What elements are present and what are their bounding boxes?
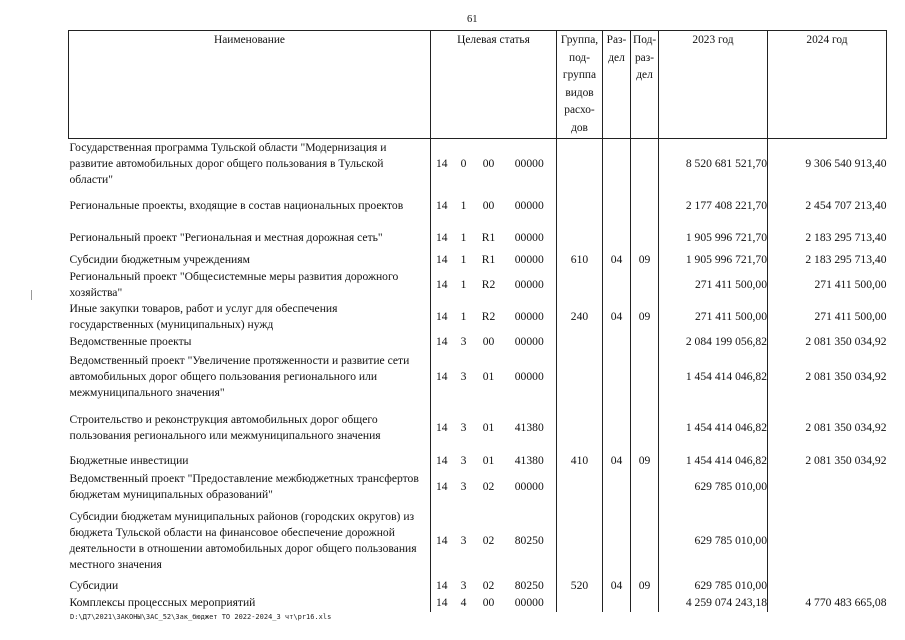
table-row xyxy=(69,224,887,252)
cell-amount-2024: 4 770 483 665,08 xyxy=(805,595,887,609)
cell-amount-2023: 629 785 010,00 xyxy=(659,578,768,594)
cell-program-code: 14 xyxy=(435,230,448,244)
table-row xyxy=(69,333,887,351)
cell-section xyxy=(603,189,631,224)
header-year-2023: 2023 год xyxy=(659,31,768,139)
header-section: Раз-дел xyxy=(603,31,631,139)
header-subsection: Под-раз-дел xyxy=(631,31,659,139)
table-row xyxy=(69,504,887,578)
cell-name: Региональный проект "Региональная и местная дорожная сеть" xyxy=(69,224,431,252)
cell-project-code: 01 xyxy=(482,454,495,467)
cell-section xyxy=(603,269,631,301)
cell-subprogram-code: 3 xyxy=(460,578,467,592)
cell-section xyxy=(603,351,631,403)
table-header-row xyxy=(69,31,887,139)
header-target-article: Целевая статья xyxy=(431,31,557,139)
cell-group xyxy=(557,269,603,301)
cell-amount-2024: 2 081 350 034,92 xyxy=(805,334,887,348)
cell-amount-2024 xyxy=(768,470,887,504)
cell-subsection: 09 xyxy=(631,578,659,594)
cell-project-code: 02 xyxy=(482,479,495,493)
cell-program-code: 14 xyxy=(435,595,448,609)
cell-amount-2024: 2 081 350 034,92 xyxy=(805,454,887,467)
cell-subprogram-code: 3 xyxy=(460,420,467,434)
cell-amount-2024: 271 411 500,00 xyxy=(814,309,887,323)
cell-name: Субсидии бюджетным учреждениям xyxy=(69,252,431,269)
cell-name: Строительство и реконструкция автомобильных дорог общего пользования регионального или межмуниципального значения xyxy=(69,403,431,453)
file-path-footer: D:\Д7\2021\ЗАКОНЫ\ЗАС_52\Зак_бюджет ТО 2022-2024_3 чт\pr16.xls xyxy=(70,613,332,621)
page-number: 61 xyxy=(467,14,478,25)
cell-amount-2023: 1 454 414 046,82 xyxy=(659,403,768,453)
cell-section xyxy=(603,403,631,453)
cell-direction-code: 80250 xyxy=(503,504,557,578)
cell-subsection xyxy=(631,139,659,189)
cell-direction-code: 00000 xyxy=(503,224,557,252)
cell-subprogram-code: 3 xyxy=(460,479,467,493)
cell-name: Субсидии xyxy=(69,578,431,594)
cell-section xyxy=(603,139,631,189)
cell-project-code: 00 xyxy=(482,595,495,609)
cell-direction-code: 80250 xyxy=(503,578,557,594)
cell-program-code: 14 xyxy=(435,156,448,170)
cell-project-code: R2 xyxy=(481,277,496,291)
table-row xyxy=(69,351,887,403)
cell-amount-2023: 271 411 500,00 xyxy=(659,269,768,301)
table-row xyxy=(69,470,887,504)
cell-direction-code: 00000 xyxy=(503,333,557,351)
cell-direction-code: 00000 xyxy=(503,252,557,269)
cell-section: 04 xyxy=(603,252,631,269)
cell-subprogram-code: 1 xyxy=(460,277,467,291)
cell-direction-code: 00000 xyxy=(503,470,557,504)
cell-group xyxy=(557,351,603,403)
cell-amount-2023: 1 454 414 046,82 xyxy=(659,453,768,470)
cell-name: Субсидии бюджетам муниципальных районов (городских округов) из бюджета Тульской области на финансовое обеспечение дорожной деятельности в отношении автомобильных дорог общего пользования местного значения xyxy=(69,504,431,578)
table-row xyxy=(69,189,887,224)
cell-amount-2023: 271 411 500,00 xyxy=(659,301,768,333)
cell-group xyxy=(557,470,603,504)
table-row xyxy=(69,139,887,189)
table-row xyxy=(69,594,887,612)
cell-amount-2023: 1 905 996 721,70 xyxy=(659,252,768,269)
cell-subsection xyxy=(631,594,659,612)
cell-direction-code: 00000 xyxy=(503,351,557,403)
cell-amount-2023: 629 785 010,00 xyxy=(659,470,768,504)
cell-program-code: 14 xyxy=(435,253,448,266)
cell-subprogram-code: 0 xyxy=(460,156,467,170)
cell-name: Бюджетные инвестиции xyxy=(69,453,431,470)
cell-amount-2023: 1 454 414 046,82 xyxy=(659,351,768,403)
cell-group xyxy=(557,594,603,612)
cell-direction-code: 00000 xyxy=(503,269,557,301)
table-body xyxy=(69,139,887,612)
table-row xyxy=(69,578,887,594)
budget-table xyxy=(68,30,887,612)
cell-program-code: 14 xyxy=(435,533,448,547)
cell-direction-code: 41380 xyxy=(503,453,557,470)
cell-name: Региональный проект "Общесистемные меры развития дорожного хозяйства" xyxy=(69,269,431,301)
cell-group: 240 xyxy=(557,301,603,333)
cell-subprogram-code: 3 xyxy=(460,369,467,383)
cell-direction-code: 00000 xyxy=(503,594,557,612)
cell-section xyxy=(603,470,631,504)
cell-section xyxy=(603,594,631,612)
cell-amount-2024: 9 306 540 913,40 xyxy=(805,156,887,170)
cell-project-code: 02 xyxy=(482,533,495,547)
cell-amount-2023: 8 520 681 521,70 xyxy=(659,139,768,189)
cell-program-code: 14 xyxy=(435,277,448,291)
cell-name: Комплексы процессных мероприятий xyxy=(69,594,431,612)
cell-subprogram-code: 1 xyxy=(460,199,467,212)
cell-subprogram-code: 3 xyxy=(460,334,467,348)
cell-project-code: R2 xyxy=(481,309,496,323)
cell-section xyxy=(603,504,631,578)
cell-amount-2023: 2 084 199 056,82 xyxy=(659,333,768,351)
cell-amount-2023: 1 905 996 721,70 xyxy=(659,224,768,252)
cell-amount-2023: 629 785 010,00 xyxy=(659,504,768,578)
cell-name: Иные закупки товаров, работ и услуг для обеспечения государственных (муниципальных) нужд xyxy=(69,301,431,333)
header-group: Группа, под-группа видов расхо-дов xyxy=(557,31,603,139)
cell-subprogram-code: 4 xyxy=(460,595,467,609)
cell-subsection: 09 xyxy=(631,301,659,333)
cell-subsection xyxy=(631,189,659,224)
cell-subprogram-code: 1 xyxy=(460,230,467,244)
cell-direction-code: 00000 xyxy=(503,301,557,333)
margin-mark xyxy=(31,290,32,300)
cell-direction-code: 41380 xyxy=(503,403,557,453)
cell-direction-code: 00000 xyxy=(503,189,557,224)
cell-project-code: 00 xyxy=(482,199,495,212)
cell-subprogram-code: 1 xyxy=(460,309,467,323)
cell-group: 520 xyxy=(557,578,603,594)
cell-amount-2024: 2 454 707 213,40 xyxy=(805,199,887,212)
cell-group xyxy=(557,403,603,453)
cell-name: Государственная программа Тульской области "Модернизация и развитие автомобильных дорог общего пользования в Тульской области" xyxy=(69,139,431,189)
cell-subprogram-code: 3 xyxy=(460,533,467,547)
cell-group xyxy=(557,224,603,252)
cell-section: 04 xyxy=(603,578,631,594)
cell-project-code: 01 xyxy=(482,369,495,383)
header-name: Наименование xyxy=(69,31,431,139)
cell-program-code: 14 xyxy=(435,454,448,467)
cell-section xyxy=(603,333,631,351)
cell-project-code: 01 xyxy=(482,420,495,434)
cell-name: Ведомственный проект "Предоставление межбюджетных трансфертов бюджетам муниципальных образований" xyxy=(69,470,431,504)
cell-subsection: 09 xyxy=(631,453,659,470)
cell-program-code: 14 xyxy=(435,369,448,383)
cell-subprogram-code: 3 xyxy=(460,454,467,467)
cell-amount-2024 xyxy=(768,578,887,594)
cell-project-code: R1 xyxy=(481,230,496,244)
cell-subsection xyxy=(631,403,659,453)
table-row xyxy=(69,301,887,333)
table-row xyxy=(69,453,887,470)
cell-name: Ведомственные проекты xyxy=(69,333,431,351)
header-year-2024: 2024 год xyxy=(768,31,887,139)
cell-section: 04 xyxy=(603,301,631,333)
cell-program-code: 14 xyxy=(435,309,448,323)
cell-amount-2024 xyxy=(768,504,887,578)
cell-program-code: 14 xyxy=(435,578,448,592)
cell-group: 410 xyxy=(557,453,603,470)
cell-section xyxy=(603,224,631,252)
cell-group xyxy=(557,333,603,351)
cell-amount-2024: 2 081 350 034,92 xyxy=(805,420,887,434)
cell-project-code: 02 xyxy=(482,578,495,592)
cell-group xyxy=(557,504,603,578)
cell-subsection xyxy=(631,504,659,578)
cell-project-code: 00 xyxy=(482,334,495,348)
cell-amount-2023: 4 259 074 243,18 xyxy=(659,594,768,612)
cell-group xyxy=(557,189,603,224)
cell-section: 04 xyxy=(603,453,631,470)
budget-table-sheet xyxy=(68,30,886,612)
cell-project-code: R1 xyxy=(481,253,496,266)
cell-subprogram-code: 1 xyxy=(460,253,467,266)
table-row xyxy=(69,269,887,301)
cell-group: 610 xyxy=(557,252,603,269)
cell-group xyxy=(557,139,603,189)
cell-subsection xyxy=(631,470,659,504)
cell-subsection: 09 xyxy=(631,252,659,269)
cell-program-code: 14 xyxy=(435,479,448,493)
cell-program-code: 14 xyxy=(435,334,448,348)
cell-amount-2024: 2 183 295 713,40 xyxy=(805,253,887,266)
table-row xyxy=(69,252,887,269)
cell-program-code: 14 xyxy=(435,420,448,434)
cell-amount-2024: 2 183 295 713,40 xyxy=(805,230,887,244)
cell-program-code: 14 xyxy=(435,199,448,212)
cell-subsection xyxy=(631,224,659,252)
cell-project-code: 00 xyxy=(482,156,495,170)
cell-subsection xyxy=(631,351,659,403)
cell-amount-2024: 2 081 350 034,92 xyxy=(805,369,887,383)
cell-direction-code: 00000 xyxy=(503,139,557,189)
cell-amount-2024: 271 411 500,00 xyxy=(814,277,887,291)
table-row xyxy=(69,403,887,453)
cell-name: Ведомственный проект "Увеличение протяженности и развитие сети автомобильных дорог общего пользования регионального или межмуниципального значения" xyxy=(69,351,431,403)
cell-subsection xyxy=(631,269,659,301)
cell-name: Региональные проекты, входящие в состав национальных проектов xyxy=(69,189,431,224)
cell-amount-2023: 2 177 408 221,70 xyxy=(659,189,768,224)
cell-subsection xyxy=(631,333,659,351)
